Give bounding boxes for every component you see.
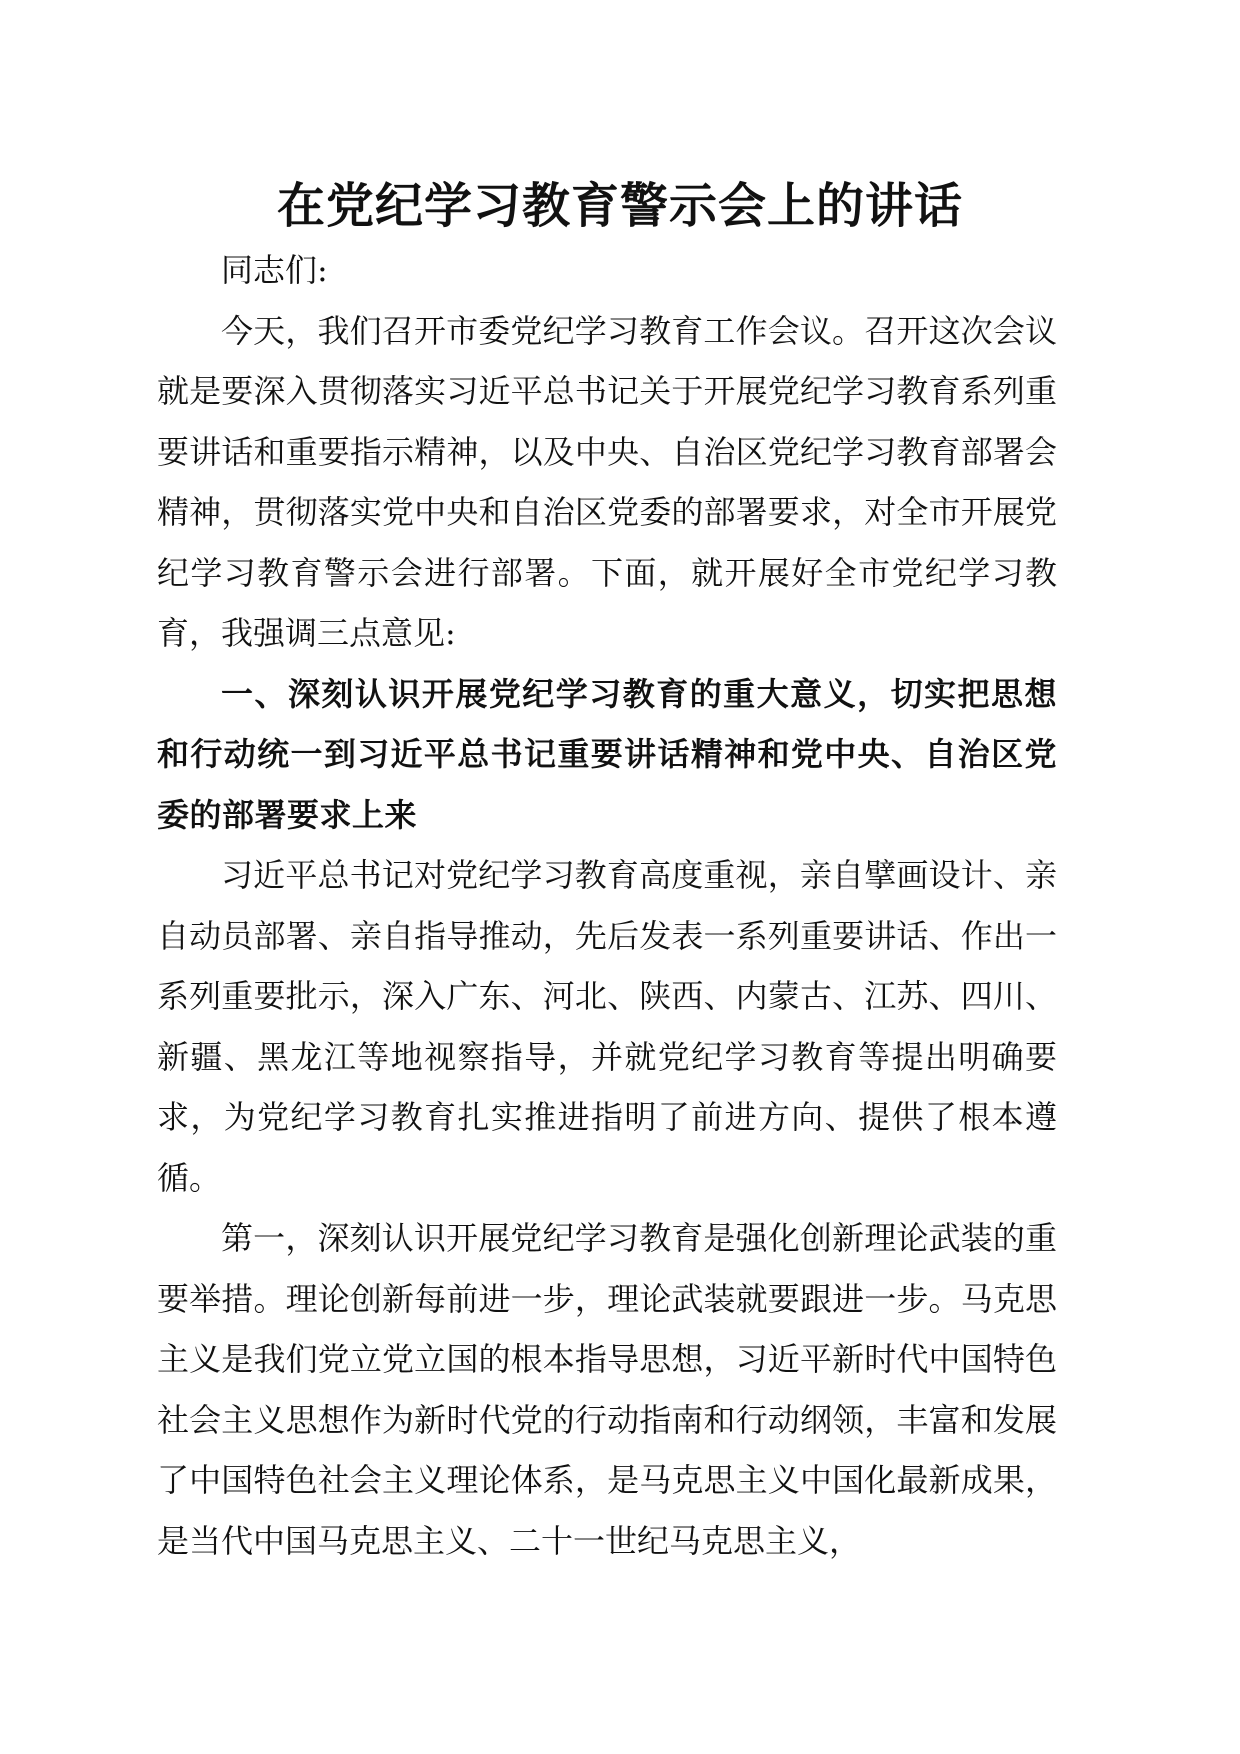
- document-title: 在党纪学习教育警示会上的讲话: [276, 178, 963, 234]
- paragraph-intro: 今天，我们召开市委党纪学习教育工作会议。召开这次会议就是要深入贯彻落实习近平总书记关于开展党纪学习教育系列重要讲话和重要指示精神，以及中央、自治区党纪学习教育部署会精神，贯彻落实党中央和自治区党委的部署要求，对全市开展党纪学习教育警示会进行部署。下面，就开展好全市党纪学习教育，我强调三点意见:: [157, 311, 1057, 652]
- document-body: [157, 240, 1057, 1571]
- salutation: 同志们:: [221, 251, 328, 289]
- paragraph-body: 第一，深刻认识开展党纪学习教育是强化创新理论武装的重要举措。理论创新每前进一步，理论武装就要跟进一步。马克思主义是我们党立党立国的根本指导思想，习近平新时代中国特色社会主义思想作为新时代党的行动指南和行动纲领，丰富和发展了中国特色社会主义理论体系，是马克思主义中国化最新成果，是当代中国马克思主义、二十一世纪马克思主义，: [157, 1219, 1057, 1560]
- paragraph-body: 习近平总书记对党纪学习教育高度重视，亲自擘画设计、亲自动员部署、亲自指导推动，先后发表一系列重要讲话、作出一系列重要批示，深入广东、河北、陕西、内蒙古、江苏、四川、新疆、黑龙江等地视察指导，并就党纪学习教育等提出明确要求，为党纪学习教育扎实推进指明了前进方向、提供了根本遵循。: [157, 856, 1057, 1197]
- section-heading-1: 一、深刻认识开展党纪学习教育的重大意义，切实把思想和行动统一到习近平总书记重要讲话精神和党中央、自治区党委的部署要求上来: [157, 674, 1057, 834]
